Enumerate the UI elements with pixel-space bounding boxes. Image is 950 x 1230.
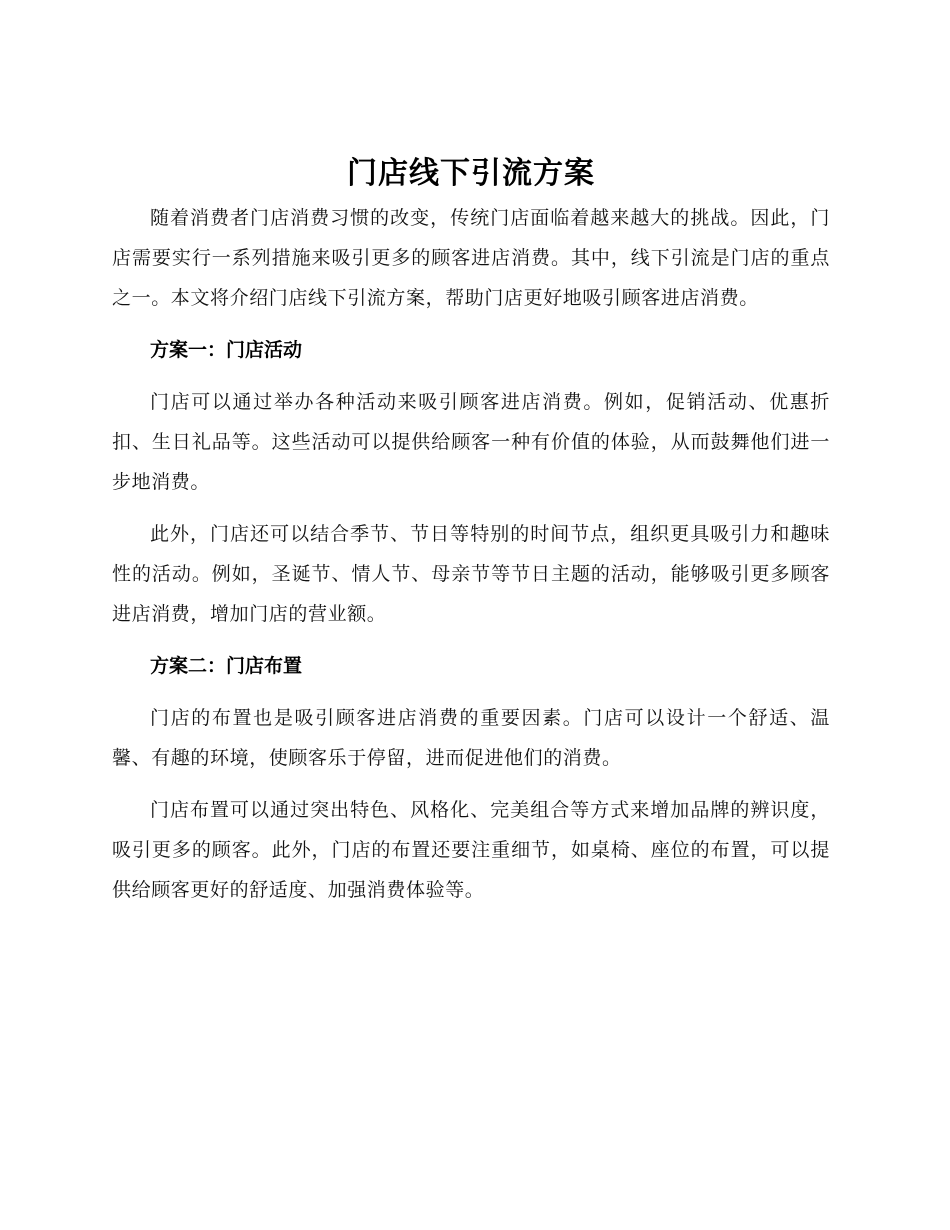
section-heading-layout: 方案二：门店布置: [150, 655, 303, 677]
document-body: [112, 148, 830, 922]
section-paragraph: 此外，门店还可以结合季节、节日等特别的时间节点，组织更具吸引力和趣味性的活动。例如，圣诞节、情人节、母亲节等节日主题的活动，能够吸引更多顾客进店消费，增加门店的营业额。: [112, 523, 830, 625]
section-paragraph: 门店布置可以通过突出特色、风格化、完美组合等方式来增加品牌的辨识度，吸引更多的顾客。此外，门店的布置还要注重细节，如桌椅、座位的布置，可以提供给顾客更好的舒适度、加强消费体验等。: [112, 799, 830, 901]
intro-paragraph: 随着消费者门店消费习惯的改变，传统门店面临着越来越大的挑战。因此，门店需要实行一系列措施来吸引更多的顾客进店消费。其中，线下引流是门店的重点之一。本文将介绍门店线下引流方案，帮助门店更好地吸引顾客进店消费。: [112, 207, 830, 309]
section-paragraph: 门店可以通过举办各种活动来吸引顾客进店消费。例如，促销活动、优惠折扣、生日礼品等。这些活动可以提供给顾客一种有价值的体验，从而鼓舞他们进一步地消费。: [112, 391, 830, 493]
section-paragraph: 门店的布置也是吸引顾客进店消费的重要因素。门店可以设计一个舒适、温馨、有趣的环境，使顾客乐于停留，进而促进他们的消费。: [112, 707, 830, 769]
document-title: 门店线下引流方案: [347, 156, 595, 191]
section-heading-activities: 方案一：门店活动: [150, 339, 303, 361]
